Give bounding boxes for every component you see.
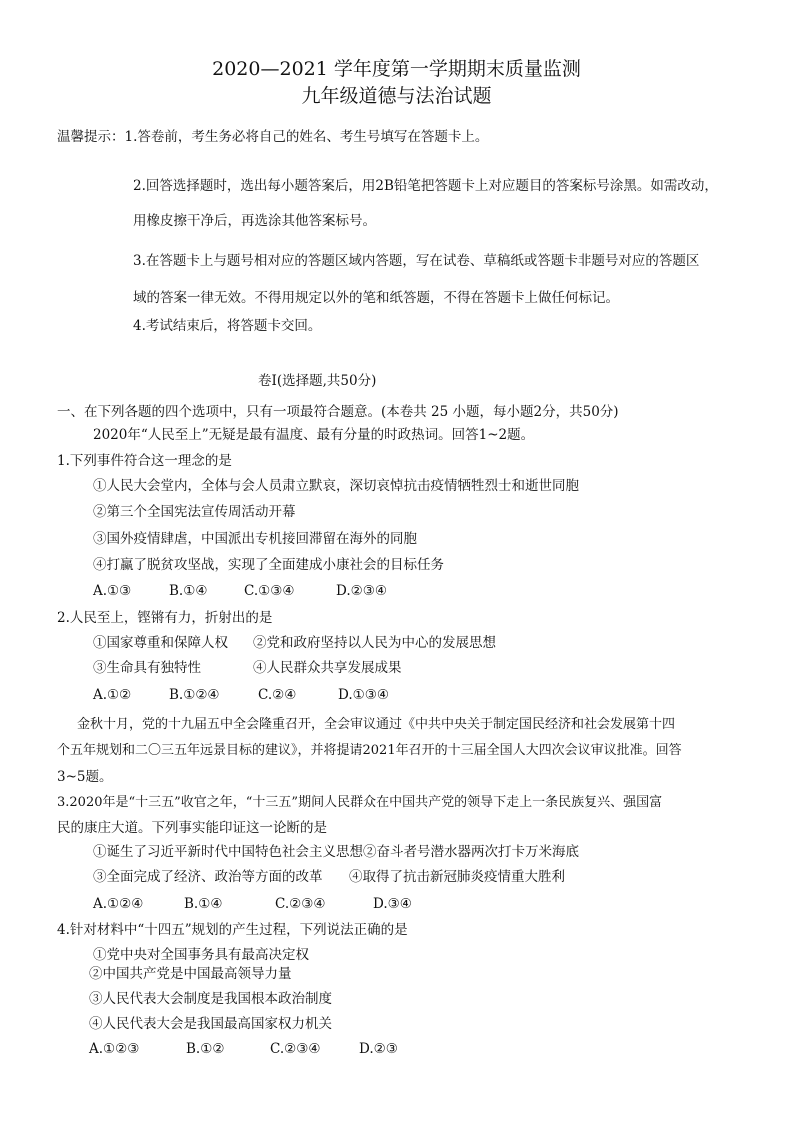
q2-statements-row2 — [93, 659, 402, 677]
q1-option-c[interactable]: C.①③④ — [244, 583, 295, 599]
notice-item1: 1.答卷前，考生务必将自己的姓名、考生号填写在答题卡上。 — [124, 129, 489, 145]
passage2-line3: 3~5题。 — [57, 769, 113, 785]
q4-option-c[interactable]: C.②③④ — [270, 1041, 321, 1057]
q2-option-d[interactable]: D.①③④ — [338, 687, 389, 703]
notice-item3-b: 域的答案一律无效。不得用规定以外的笔和纸答题，不得在答题卡上做任何标记。 — [133, 290, 619, 306]
notice-label: 温馨提示： — [57, 129, 125, 145]
q1-options — [93, 582, 387, 600]
q3-option-d[interactable]: D.③④ — [373, 896, 412, 912]
q1-statement-2: ②第三个全国宪法宣传周活动开幕 — [93, 504, 296, 520]
section-intro: 2020年“人民至上”无疑是最有温度、最有分量的时政热词。回答1~2题。 — [93, 427, 535, 443]
q1-stem: 1.下列事件符合这一理念的是 — [57, 453, 232, 469]
q2-statement-2: ②党和政府坚持以人民为中心的发展思想 — [253, 635, 496, 651]
q1-option-b[interactable]: B.①④ — [169, 583, 208, 599]
q1-statement-4: ④打赢了脱贫攻坚战，实现了全面建成小康社会的目标任务 — [93, 557, 444, 573]
section-instruction: 一、在下列各题的四个选项中，只有一项最符合题意。(本卷共 25 小题，每小题2分，共50分) — [57, 404, 619, 420]
notice-item2-b: 用橡皮擦干净后，再选涂其他答案标号。 — [133, 213, 376, 229]
notice-item2-a: 2.回答选择题时，选出每小题答案后，用2B铅笔把答题卡上对应题目的答案标号涂黑。如需改动， — [133, 178, 718, 194]
q4-option-a[interactable]: A.①②③ — [89, 1041, 140, 1057]
q2-statement-3: ③生命具有独特性 — [93, 660, 201, 676]
section-heading: 卷Ⅰ(选择题,共50分) — [258, 373, 377, 389]
notice-line1 — [57, 128, 488, 146]
q4-options — [89, 1040, 398, 1058]
q3-stem-a: 3.2020年是“十三五”收官之年，“十三五”期间人民群众在中国共产党的领导下走上一条民族复兴、强国富 — [57, 795, 663, 810]
q2-stem: 2.人民至上，铿锵有力，折射出的是 — [57, 610, 273, 626]
exam-title-line2: 九年级道德与法治试题 — [301, 85, 492, 107]
q3-statements-row2 — [93, 868, 565, 886]
q1-option-a[interactable]: A.①③ — [93, 583, 132, 599]
q3-stem-b: 民的康庄大道。下列事实能印证这一论断的是 — [57, 820, 327, 836]
q1-option-d[interactable]: D.②③④ — [336, 583, 387, 599]
q4-statement-2: ②中国共产党是中国最高领导力量 — [89, 966, 292, 982]
q4-option-d[interactable]: D.②③ — [359, 1041, 398, 1057]
passage2-line1: 金秋十月，党的十九届五中全会隆重召开，全会审议通过《中共中央关于制定国民经济和社会发展第十四 — [77, 717, 676, 732]
q4-stem: 4.针对材料中“十四五”规划的产生过程，下列说法正确的是 — [57, 922, 408, 938]
q2-option-b[interactable]: B.①②④ — [169, 687, 220, 703]
q2-option-a[interactable]: A.①② — [93, 687, 132, 703]
q3-option-a[interactable]: A.①②④ — [93, 896, 144, 912]
q2-options — [93, 686, 389, 704]
exam-title-line1: 2020—2021 学年度第一学期期末质量监测 — [212, 58, 581, 80]
q3-option-c[interactable]: C.②③④ — [275, 896, 326, 912]
notice-item4: 4.考试结束后，将答题卡交回。 — [133, 318, 322, 334]
q1-statement-3: ③国外疫情肆虐，中国派出专机接回滞留在海外的同胞 — [93, 531, 417, 547]
q4-statement-1: ①党中央对全国事务具有最高决定权 — [93, 947, 309, 963]
q1-statement-1: ①人民大会堂内，全体与会人员肃立默哀，深切哀悼抗击疫情牺牲烈士和逝世同胞 — [93, 478, 579, 494]
q4-statement-3: ③人民代表大会制度是我国根本政治制度 — [89, 991, 332, 1007]
q2-option-c[interactable]: C.②④ — [258, 687, 297, 703]
q2-statements-row1 — [93, 634, 496, 652]
q4-option-b[interactable]: B.①② — [186, 1041, 225, 1057]
passage2-line2: 个五年规划和二〇三五年远景目标的建议》，并将提请2021年召开的十三届全国人大四次会议审议批准。回答 — [57, 743, 682, 758]
q3-option-b[interactable]: B.①④ — [184, 896, 223, 912]
notice-item3-a: 3.在答题卡上与题号相对应的答题区域内答题，写在试卷、草稿纸或答题卡非题号对应的答题区 — [133, 253, 700, 269]
q4-statement-4: ④人民代表大会是我国最高国家权力机关 — [89, 1016, 332, 1032]
q3-statement-3: ③全面完成了经济、政治等方面的改革 — [93, 869, 323, 885]
q3-statement-4: ④取得了抗击新冠肺炎疫情重大胜利 — [349, 869, 565, 885]
q2-statement-4: ④人民群众共享发展成果 — [253, 660, 402, 676]
q3-options — [93, 895, 412, 913]
q3-statements-row1: ①诞生了习近平新时代中国特色社会主义思想②奋斗者号潜水器两次打卡万米海底 — [93, 844, 579, 860]
q2-statement-1: ①国家尊重和保障人权 — [93, 635, 228, 651]
